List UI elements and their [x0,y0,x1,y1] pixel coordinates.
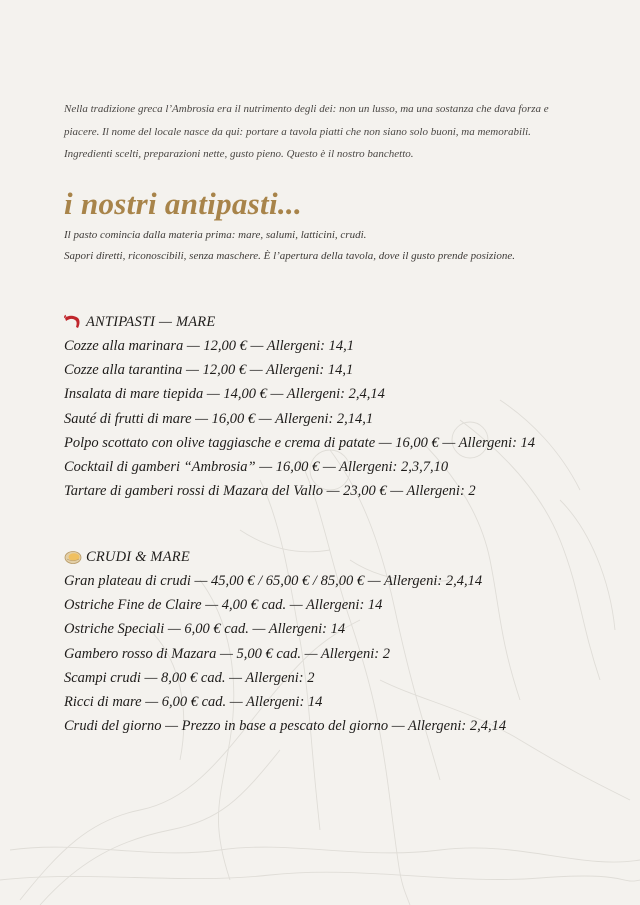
subtitle-line: Sapori diretti, riconoscibili, senza maschere. È l’apertura della tavola, dove il gusto prende posizione. [64,250,515,262]
menu-item: Gran plateau di crudi — 45,00 € / 65,00 € / 85,00 € — Allergeni: 2,4,14 [64,573,483,589]
menu-item: Gambero rosso di Mazara — 5,00 € cad. — Allergeni: 2 [64,645,390,662]
block-heading-label: ANTIPASTI — MARE [86,313,216,330]
intro-line: Nella tradizione greca l’Ambrosia era il nutrimento degli dei: non un lusso, ma una sostanza che dava forza e [64,103,549,115]
menu-item: Tartare di gamberi rossi di Mazara del Vallo — 23,00 € — Allergeni: 2 [64,483,476,500]
block-heading [64,310,624,334]
menu-item-list [64,569,624,738]
menu-item: Crudi del giorno — Prezzo in base a pescato del giorno — Allergeni: 2,4,14 [64,718,507,735]
menu-block-antipasti-mare [64,310,624,503]
menu-item: Ostriche Speciali — 6,00 € cad. — Allergeni: 14 [64,621,346,638]
section-title: i nostri antipasti... [64,186,303,221]
intro-paragraph [64,98,584,166]
menu-item: Cocktail di gamberi “Ambrosia” — 16,00 € — Allergeni: 2,3,7,10 [64,458,449,475]
shrimp-icon [64,314,82,330]
intro-line: piacere. Il nome del locale nasce da qui: portare a tavola piatti che non siano solo buoni, ma memorabili. [64,125,531,138]
menu-item: Ostriche Fine de Claire — 4,00 € cad. — Allergeni: 14 [64,597,383,614]
menu-item: Sauté di frutti di mare — 16,00 € — Allergeni: 2,14,1 [64,410,374,427]
block-heading-label: CRUDI & MARE [86,548,190,565]
menu-item: Ricci di mare — 6,00 € cad. — Allergeni: 14 [64,693,323,710]
menu-item: Polpo scottato con olive taggiasche e crema di patate — 16,00 € — Allergeni: 14 [64,434,536,451]
subtitle-line: Il pasto comincia dalla materia prima: mare, salumi, latticini, crudi. [64,229,367,241]
menu-item: Scampi crudi — 8,00 € cad. — Allergeni: 2 [64,669,315,686]
menu-item: Insalata di mare tiepida — 14,00 € — Allergeni: 2,4,14 [64,386,385,403]
menu-item: Cozze alla tarantina — 12,00 € — Allergeni: 14,1 [64,362,354,379]
menu-item: Cozze alla marinara — 12,00 € — Allergeni: 14,1 [64,338,355,354]
menu-block-crudi-mare [64,545,624,738]
section-subtitle [64,225,584,267]
intro-line: Ingredienti scelti, preparazioni nette, gusto pieno. Questo è il nostro banchetto. [64,148,414,160]
menu-item-list [64,334,624,503]
block-heading [64,545,624,569]
oyster-icon [64,549,82,565]
